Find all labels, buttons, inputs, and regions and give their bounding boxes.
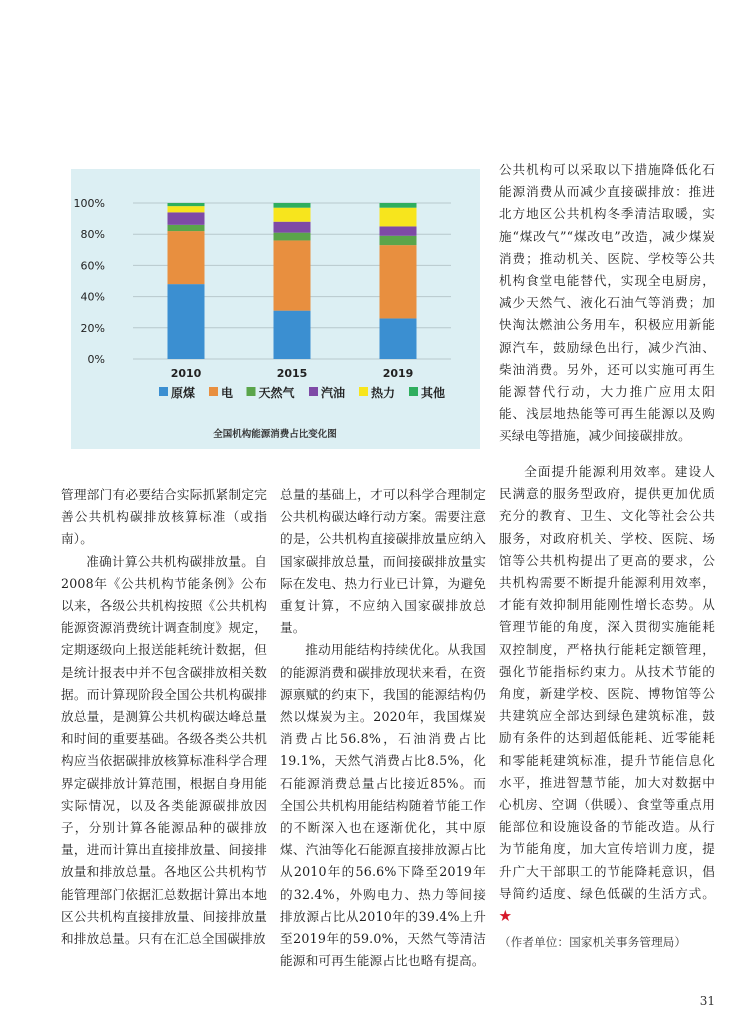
legend-swatch: [309, 387, 318, 396]
paragraph-efficiency-text: 全面提升能源利用效率。建设人民满意的服务型政府，提供更加优质充分的教育、卫生、文化等社会公共服务，对政府机关、学校、医院、场馆等公共机构提出了更高的要求，公共机构需要不断提升能源利用效率，才能有效抑制用能刚性增长态势。从管理节能的角度，深入贯彻实施能耗双控制度，严格执行能耗定额管理，强化节能指标约束力。从技术节能的角度，新建学校、医院、博物馆等公共建筑应全部达到绿色建筑标准，鼓励有条件的达到超低能耗、近零能耗和零能耗建筑标准，提升节能信息化水平，推进智慧节能，加大对数据中心机房、空调（供暖）、食堂等重点用能部位和设施设备的节能改造。从行为节能角度，加大宣传培训力度，提升广大干部职工的节能降耗意识，倡导简约适度、绿色低碳的生活方式。: [499, 464, 715, 901]
legend-label: 电: [221, 386, 234, 400]
page-number: 31: [699, 994, 715, 1008]
legend-label: 其他: [421, 386, 446, 400]
legend-swatch: [209, 387, 218, 396]
x-tick-label: 2015: [276, 367, 308, 380]
bar-segment: [168, 203, 205, 206]
legend-swatch: [247, 387, 256, 396]
paragraph-action-plan: 总量的基础上，才可以科学合理制定公共机构碳达峰行动方案。需要注意的是，公共机构直接碳排放量应纳入国家碳排放总量，而间接碳排放量实际在发电、热力行业已计算，为避免重复计算，不应纳入国家碳排放总量。: [280, 487, 486, 636]
bar-segment: [274, 311, 311, 359]
stacked-bar-chart: [71, 169, 480, 449]
legend-label: 天然气: [258, 386, 295, 400]
bar-segment: [274, 240, 311, 310]
x-tick-label: 2019: [382, 367, 414, 380]
bar-segment: [168, 212, 205, 224]
bar-segment: [274, 203, 311, 208]
y-tick-label: 40%: [80, 290, 105, 304]
y-tick-label: 0%: [87, 353, 105, 366]
paragraph-calculation: 准确计算公共机构碳排放量。自2008年《公共机构节能条例》公布以来，各级公共机构按照《公共机构能源资源消费统计调查制度》规定，定期逐级向上报送能耗统计数据，但是统计报表中并不包含碳排放相关数据。而计算现阶段全国公共机构碳排放总量，是测算公共机构碳达峰总量和时间的重要基础。各级各类公共机构应当依据碳排放核算标准科学合理界定碳排放计算范围，根据自身用能实际情况，以及各类能源碳排放因子，分别计算各能源品种的碳排放量，进而计算出直接排放量、间接排放量和排放总量。各地区公共机构节能管理部门依据汇总数据计算出本地区公共机构直接排放量、间接排放量和排放总量。只有在汇总全国碳排放: [61, 553, 267, 947]
bar-segment: [274, 222, 311, 233]
paragraph-energy-structure: 推动用能结构持续优化。从我国的能源消费和碳排放现状来看，在资源禀赋的约束下，我国的能源结构仍然以煤炭为主。2020年，我国煤炭消费占比56.8%，石油消费占比19.1%，天然气消费占比8.5%，化石能源消费总量占比接近85%。而全国公共机构用能结构随着节能工作的不断深入也在逐渐优化，其中原煤、汽油等化石能源直接排放源占比从2010年的56.6%下降至2019年的32.4%，外购电力、热力等间接排放源占比从2010年的39.4%上升至2019年的59.0%，天然气等清洁能源和可再生能源占比也略有提高。: [280, 642, 486, 969]
legend-label: 汽油: [321, 386, 346, 400]
legend-swatch: [159, 387, 168, 396]
middle-column: [280, 484, 486, 972]
bar-segment: [168, 284, 205, 359]
legend-swatch: [409, 387, 418, 396]
bar-segment: [168, 231, 205, 284]
legend-swatch: [359, 387, 368, 396]
y-tick-label: 100%: [73, 197, 105, 210]
bar-segment: [168, 225, 205, 231]
author-unit: （作者单位：国家机关事务管理局）: [499, 935, 687, 950]
bar-segment: [380, 208, 417, 227]
figure-caption: 全国机构能源消费占比变化图: [213, 429, 337, 440]
paragraph-measures: 公共机构可以采取以下措施降低化石能源消费从而减少直接碳排放：推进北方地区公共机构冬季清洁取暖，实施“煤改气”“煤改电”改造，减少煤炭消费；推动机关、医院、学校等公共机构食堂电能替代，实现全电厨房，减少天然气、液化石油气等消费；加快淘汰燃油公务用车，积极应用新能源汽车，鼓励绿色出行，减少汽油、柴油消费。另外，还可以实施可再生能源替代行动，大力推广应用太阳能、浅层地热能等可再生能源以及购买绿电等措施，减少间接碳排放。: [499, 162, 715, 444]
paragraph-efficiency: [499, 461, 715, 927]
bar-segment: [380, 203, 417, 208]
legend-label: 原煤: [171, 386, 196, 400]
y-tick-label: 60%: [80, 259, 105, 273]
right-column-top: [499, 159, 715, 448]
bar-segment: [380, 245, 417, 318]
right-column-bottom: [499, 461, 715, 953]
bar-segment: [380, 236, 417, 245]
y-tick-label: 80%: [80, 228, 105, 242]
paragraph-standards: 管理部门有必要结合实际抓紧制定完善公共机构碳排放核算标准（或指南）。: [61, 487, 267, 547]
y-tick-label: 20%: [80, 321, 105, 335]
star-icon: ★: [499, 908, 512, 924]
bar-segment: [274, 208, 311, 222]
bar-segment: [168, 206, 205, 212]
bar-segment: [380, 318, 417, 359]
bar-segment: [274, 233, 311, 241]
x-tick-label: 2010: [170, 367, 202, 380]
bar-segment: [380, 226, 417, 235]
left-column: [61, 484, 267, 950]
chart-figure: [71, 169, 480, 449]
legend-label: 热力: [371, 386, 396, 400]
